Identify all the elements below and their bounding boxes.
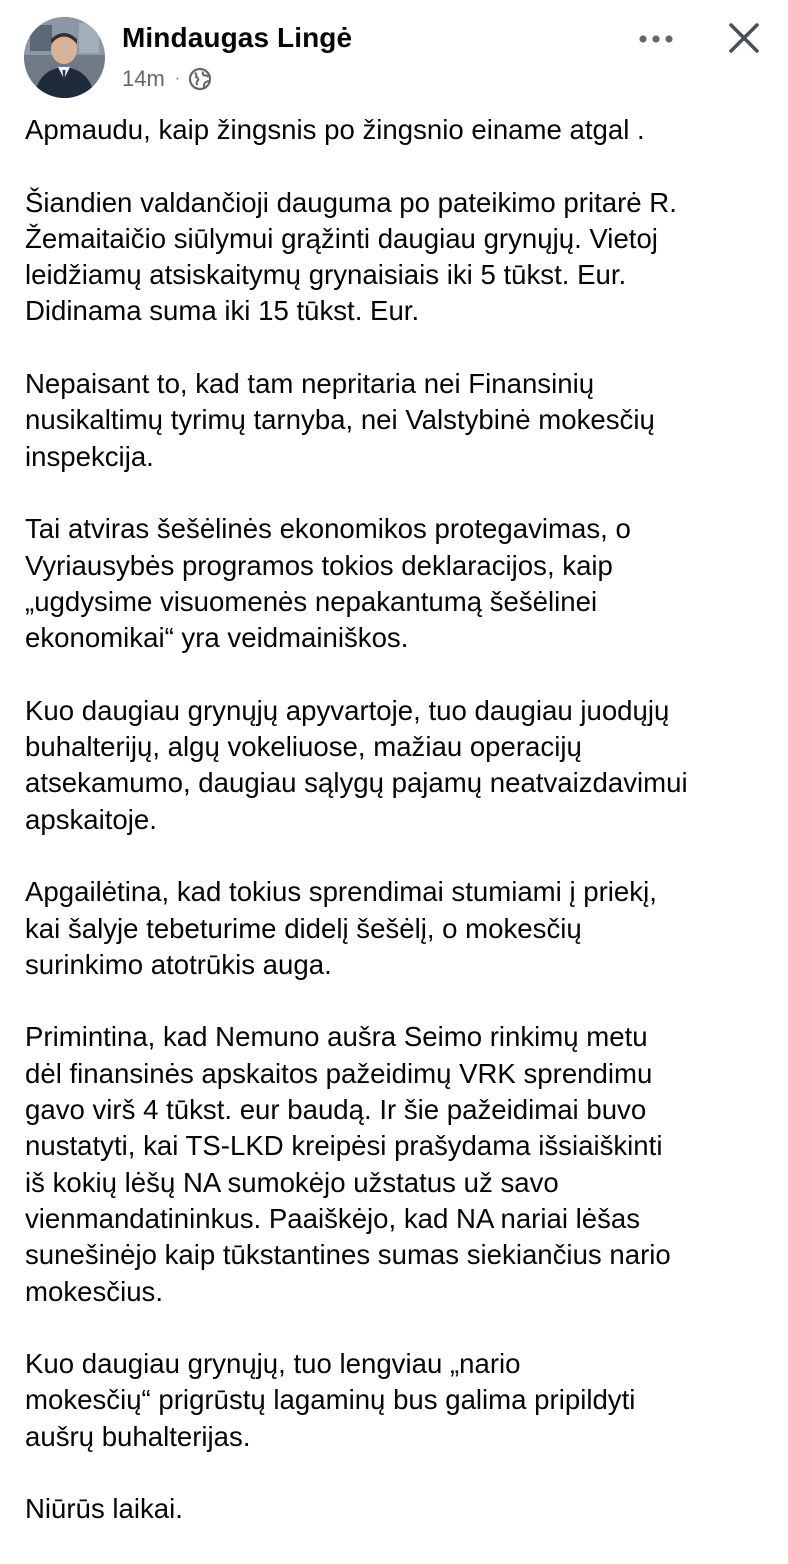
post-text-line: Nepaisant to, kad tam nepritaria nei Finansinių <box>25 368 595 400</box>
post-text-line: apskaitoje. <box>25 803 157 835</box>
post-text-line: nustatyti, kai TS-LKD kreipėsi prašydama išsiaiškinti <box>25 1130 663 1162</box>
post-text-line: sunešinėjo kaip tūkstantines sumas siekiančius nario <box>25 1239 671 1271</box>
post-paragraph <box>25 1019 775 1309</box>
post-text-line: Šiandien valdančioji dauguma po pateikimo pritarė R. <box>25 186 677 218</box>
close-icon <box>727 21 761 55</box>
author-avatar[interactable] <box>24 17 105 98</box>
post-paragraph <box>25 366 775 475</box>
post-text-line: mokesčių“ prigrūstų lagaminų bus galima pripildyti <box>25 1384 636 1416</box>
meta-separator: · <box>174 70 181 87</box>
post-text-line: „ugdysime visuomenės nepakantumą šešėlinei <box>25 585 598 617</box>
post-timestamp[interactable]: 14m <box>122 66 165 91</box>
post-text-line: inspekcija. <box>25 440 154 472</box>
post-text-line: gavo virš 4 tūkst. eur baudą. Ir šie pažeidimai buvo <box>25 1094 647 1126</box>
post-text <box>25 112 775 1564</box>
post-text-line: nusikaltimų tyrimų tarnyba, nei Valstybinė mokesčių <box>25 404 655 436</box>
post-text-line: Didinama suma iki 15 tūkst. Eur. <box>25 295 420 327</box>
avatar-photo <box>24 17 105 98</box>
post-text-line: Apgailėtina, kad tokius sprendimai stumiami į priekį, <box>25 876 657 908</box>
post-text-line: buhalterijų, algų vokeliuose, mažiau operacijų <box>25 731 582 763</box>
post-text-line: dėl finansinės apskaitos pažeidimų VRK sprendimu <box>25 1057 653 1089</box>
close-button[interactable] <box>722 16 766 60</box>
post-header <box>0 0 788 110</box>
post-text-line: Kuo daugiau grynųjų apyvartoje, tuo daugiau juodųjų <box>25 694 670 726</box>
post-paragraph <box>25 874 775 983</box>
post-text-line: Vyriausybės programos tokios deklaracijos, kaip <box>25 549 613 581</box>
post-text-line: ekonomikai“ yra veidmainiškos. <box>25 622 409 654</box>
post-text-line: aušrų buhalterijas. <box>25 1420 251 1452</box>
post-text-line: mokesčius. <box>25 1275 164 1307</box>
post-paragraph <box>25 511 775 656</box>
author-name[interactable]: Mindaugas Lingė <box>122 22 353 53</box>
post-text-line: Primintina, kad Nemuno aušra Seimo rinkimų metu <box>25 1021 648 1053</box>
post-text-line: Kuo daugiau grynųjų, tuo lengviau „nario <box>25 1348 521 1380</box>
post-text-line: surinkimo atotrūkis auga. <box>25 948 332 980</box>
post-text-line: Žemaitaičio siūlymui grąžinti daugiau grynųjų. Vietoj <box>25 222 658 254</box>
more-options-icon <box>638 34 674 44</box>
post-text-line: atsekamumo, daugiau sąlygų pajamų neatvaizdavimui <box>25 767 688 799</box>
post-paragraph <box>25 112 775 148</box>
post-text-line: Niūrūs laikai. <box>25 1493 183 1525</box>
globe-icon <box>188 67 212 91</box>
post-meta <box>122 64 212 94</box>
post-text-line: vienmandatininkus. Paaiškėjo, kad NA nariai lėšas <box>25 1202 641 1234</box>
post-paragraph <box>25 1491 775 1527</box>
post-text-line: kai šalyje tebeturime didelį šešėlį, o mokesčių <box>25 912 582 944</box>
more-options-button[interactable] <box>632 22 680 56</box>
post-text-line: Tai atviras šešėlinės ekonomikos protegavimas, o <box>25 513 631 545</box>
post-paragraph <box>25 693 775 838</box>
post-paragraph <box>25 185 775 330</box>
post-text-line: leidžiamų atsiskaitymų grynaisiais iki 5 tūkst. Eur. <box>25 259 627 291</box>
post-text-line: iš kokių lėšų NA sumokėjo užstatus už savo <box>25 1166 559 1198</box>
post-paragraph <box>25 1346 775 1455</box>
post-text-line: Apmaudu, kaip žingsnis po žingsnio einame atgal . <box>25 114 645 145</box>
